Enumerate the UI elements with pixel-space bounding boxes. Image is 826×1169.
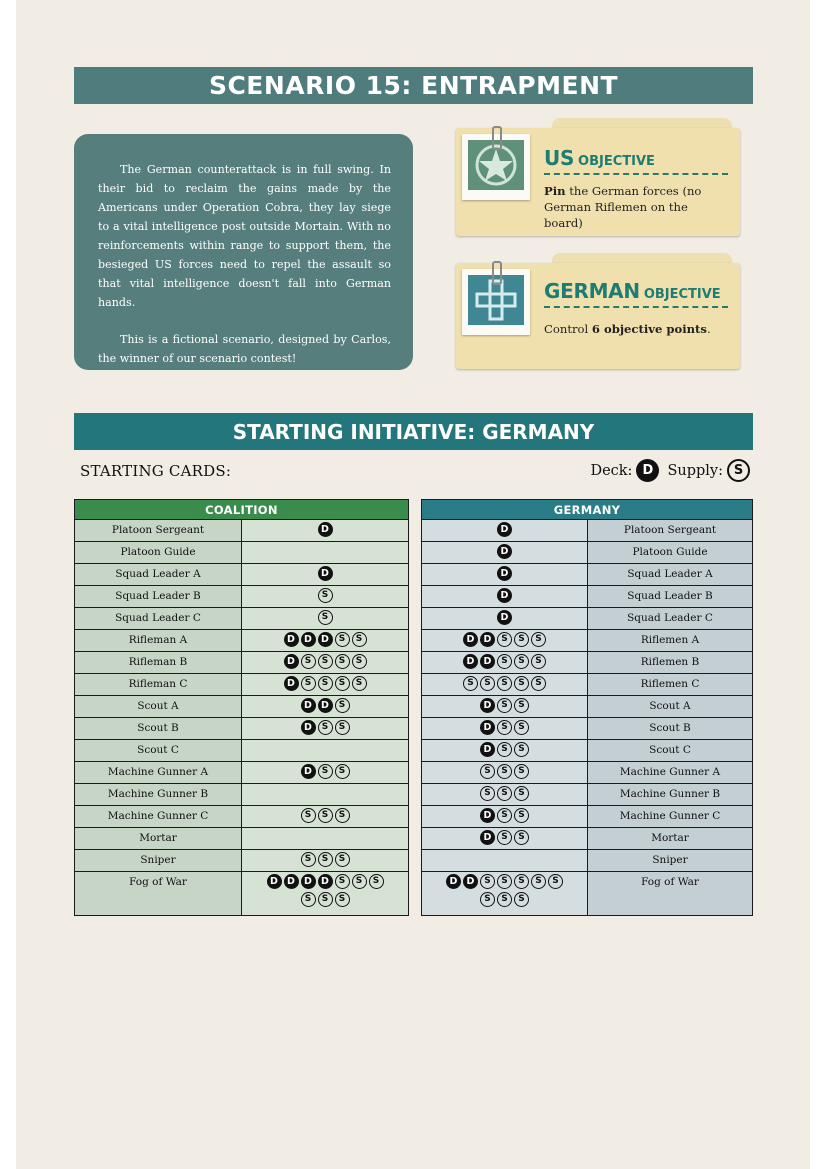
supply-token-icon: S — [318, 852, 333, 867]
supply-token-icon: S — [497, 632, 512, 647]
table-row — [75, 740, 409, 762]
table-row — [75, 542, 409, 564]
token-line — [422, 566, 587, 581]
token-line — [242, 632, 408, 647]
supply-token-icon: S — [531, 676, 546, 691]
table-row — [75, 806, 409, 828]
token-stack — [242, 740, 408, 742]
coalition-unit-name: Platoon Guide — [75, 542, 242, 564]
coalition-unit-name: Machine Gunner B — [75, 784, 242, 806]
supply-token-icon: S — [480, 786, 495, 801]
coalition-unit-name: Sniper — [75, 850, 242, 872]
table-row — [422, 586, 753, 608]
coalition-unit-cards — [242, 586, 409, 608]
token-line — [422, 632, 587, 647]
supply-token-icon: S — [318, 808, 333, 823]
supply-token-icon: S — [514, 808, 529, 823]
deck-token-icon: D — [480, 632, 495, 647]
germany-unit-name: Riflemen B — [588, 652, 753, 674]
supply-token-icon: S — [531, 654, 546, 669]
deck-token-icon: D — [636, 459, 659, 482]
supply-token-icon: S — [301, 654, 316, 669]
deck-token-icon: D — [463, 654, 478, 669]
supply-token-icon: S — [531, 632, 546, 647]
germany-header: GERMANY — [422, 500, 753, 520]
us-objective-heading-big: US — [544, 146, 575, 170]
germany-unit-cards — [422, 872, 588, 916]
german-objective-text — [544, 321, 730, 337]
deck-token-icon: D — [480, 742, 495, 757]
paperclip-icon — [492, 261, 502, 285]
germany-unit-cards — [422, 696, 588, 718]
table-row — [422, 762, 753, 784]
table-row — [422, 740, 753, 762]
supply-token-icon: S — [727, 459, 750, 482]
coalition-unit-name: Squad Leader B — [75, 586, 242, 608]
token-stack — [422, 828, 587, 845]
supply-token-icon: S — [514, 698, 529, 713]
germany-unit-cards — [422, 806, 588, 828]
supply-token-icon: S — [335, 764, 350, 779]
supply-token-icon: S — [514, 874, 529, 889]
token-line — [422, 808, 587, 823]
coalition-unit-name: Scout A — [75, 696, 242, 718]
token-stack — [242, 872, 408, 907]
token-stack — [242, 718, 408, 735]
supply-token-icon: S — [352, 654, 367, 669]
coalition-unit-cards — [242, 608, 409, 630]
coalition-unit-cards — [242, 740, 409, 762]
coalition-unit-name: Rifleman C — [75, 674, 242, 696]
table-row — [75, 608, 409, 630]
coalition-unit-cards — [242, 564, 409, 586]
coalition-unit-name: Scout C — [75, 740, 242, 762]
coalition-unit-cards — [242, 696, 409, 718]
supply-token-icon: S — [514, 892, 529, 907]
germany-unit-cards — [422, 630, 588, 652]
supply-token-icon: S — [514, 632, 529, 647]
token-stack — [242, 828, 408, 830]
table-row — [75, 564, 409, 586]
table-row — [422, 520, 753, 542]
table-row — [422, 630, 753, 652]
deck-token-icon: D — [318, 698, 333, 713]
deck-token-icon: D — [301, 720, 316, 735]
token-line — [422, 654, 587, 669]
token-stack — [422, 542, 587, 559]
table-row — [75, 674, 409, 696]
table-row — [422, 564, 753, 586]
table-row — [422, 828, 753, 850]
token-line — [422, 830, 587, 845]
germany-unit-cards — [422, 542, 588, 564]
supply-token-icon: S — [335, 720, 350, 735]
germany-unit-name: Scout B — [588, 718, 753, 740]
us-objective-card — [456, 128, 740, 236]
deck-token-icon: D — [480, 720, 495, 735]
supply-token-icon: S — [318, 654, 333, 669]
supply-token-icon: S — [352, 632, 367, 647]
supply-token-icon: S — [318, 720, 333, 735]
token-line — [422, 610, 587, 625]
token-line — [242, 698, 408, 713]
us-objective-text — [544, 183, 730, 231]
token-line — [242, 654, 408, 669]
coalition-unit-cards — [242, 542, 409, 564]
deck-token-icon: D — [318, 874, 333, 889]
token-line — [422, 588, 587, 603]
supply-token-icon: S — [335, 654, 350, 669]
us-star-emblem-photo — [462, 134, 530, 200]
deck-token-icon: D — [301, 874, 316, 889]
coalition-unit-cards — [242, 652, 409, 674]
table-row — [422, 718, 753, 740]
german-objective-text-bold: 6 objective points — [591, 322, 707, 336]
table-row — [422, 696, 753, 718]
germany-unit-name: Fog of War — [588, 872, 753, 916]
deck-token-icon: D — [497, 610, 512, 625]
token-line — [242, 852, 408, 867]
germany-unit-name: Machine Gunner C — [588, 806, 753, 828]
germany-unit-name: Squad Leader C — [588, 608, 753, 630]
token-stack — [242, 674, 408, 691]
token-stack — [422, 718, 587, 735]
token-line — [242, 808, 408, 823]
supply-token-icon: S — [335, 874, 350, 889]
germany-unit-cards — [422, 762, 588, 784]
supply-token-icon: S — [514, 742, 529, 757]
paperclip-icon — [492, 126, 502, 150]
scenario-title: SCENARIO 15: ENTRAPMENT — [74, 67, 753, 104]
deck-token-icon: D — [497, 522, 512, 537]
coalition-unit-cards — [242, 784, 409, 806]
deck-token-icon: D — [463, 632, 478, 647]
germany-unit-name: Squad Leader B — [588, 586, 753, 608]
germany-unit-cards — [422, 608, 588, 630]
table-row — [422, 542, 753, 564]
germany-unit-cards — [422, 828, 588, 850]
supply-token-icon: S — [335, 808, 350, 823]
supply-token-icon: S — [463, 676, 478, 691]
coalition-unit-cards — [242, 872, 409, 916]
german-objective-text-post: . — [706, 322, 711, 336]
token-line — [422, 698, 587, 713]
table-row — [422, 850, 753, 872]
germany-unit-cards — [422, 674, 588, 696]
coalition-unit-name: Fog of War — [75, 872, 242, 916]
deck-token-icon: D — [497, 588, 512, 603]
table-row — [75, 520, 409, 542]
deck-token-icon: D — [284, 874, 299, 889]
token-stack — [242, 630, 408, 647]
supply-token-icon: S — [369, 874, 384, 889]
supply-token-icon: S — [301, 808, 316, 823]
deck-token-icon: D — [301, 764, 316, 779]
token-stack — [242, 784, 408, 786]
token-line — [242, 588, 408, 603]
supply-token-icon: S — [497, 698, 512, 713]
us-objective-text-rest: the German forces (no German Riflemen on the board) — [544, 184, 702, 230]
token-line — [242, 764, 408, 779]
token-stack — [422, 850, 587, 852]
table-row — [422, 674, 753, 696]
supply-token-icon: S — [480, 892, 495, 907]
coalition-unit-name: Platoon Sergeant — [75, 520, 242, 542]
token-line — [242, 522, 408, 537]
german-objective-heading-big: GERMAN — [544, 279, 640, 303]
token-line — [242, 566, 408, 581]
supply-token-icon: S — [335, 852, 350, 867]
deck-token-icon: D — [497, 544, 512, 559]
supply-token-icon: S — [531, 874, 546, 889]
table-row — [75, 850, 409, 872]
germany-unit-cards — [422, 564, 588, 586]
germany-unit-cards — [422, 520, 588, 542]
supply-token-icon: S — [548, 874, 563, 889]
deck-token-icon: D — [446, 874, 461, 889]
coalition-unit-name: Squad Leader A — [75, 564, 242, 586]
supply-token-icon: S — [514, 764, 529, 779]
germany-unit-name: Riflemen A — [588, 630, 753, 652]
germany-unit-name: Sniper — [588, 850, 753, 872]
supply-token-icon: S — [301, 892, 316, 907]
us-objective-text-bold: Pin — [544, 184, 566, 198]
germany-cards-table — [421, 499, 753, 916]
coalition-cards-table — [74, 499, 409, 916]
supply-token-icon: S — [301, 852, 316, 867]
token-line — [422, 786, 587, 801]
table-row — [75, 696, 409, 718]
deck-label: Deck: — [590, 462, 633, 479]
supply-token-icon: S — [497, 892, 512, 907]
supply-token-icon: S — [497, 830, 512, 845]
token-line — [422, 720, 587, 735]
supply-token-icon: S — [497, 654, 512, 669]
deck-token-icon: D — [480, 698, 495, 713]
token-stack — [422, 630, 587, 647]
token-stack — [242, 652, 408, 669]
us-objective-heading — [544, 146, 728, 175]
supply-token-icon: S — [335, 698, 350, 713]
token-stack — [422, 762, 587, 779]
table-row — [75, 828, 409, 850]
token-line — [422, 544, 587, 559]
supply-token-icon: S — [480, 874, 495, 889]
coalition-unit-name: Rifleman B — [75, 652, 242, 674]
coalition-unit-cards — [242, 520, 409, 542]
supply-token-icon: S — [335, 632, 350, 647]
table-row — [75, 784, 409, 806]
coalition-unit-cards — [242, 630, 409, 652]
german-objective-text-pre: Control — [544, 322, 592, 336]
token-line — [242, 720, 408, 735]
deck-token-icon: D — [301, 632, 316, 647]
supply-token-icon: S — [514, 720, 529, 735]
deck-token-icon: D — [480, 654, 495, 669]
token-stack — [422, 652, 587, 669]
germany-unit-cards — [422, 784, 588, 806]
germany-unit-name: Riflemen C — [588, 674, 753, 696]
supply-token-icon: S — [480, 764, 495, 779]
supply-token-icon: S — [497, 808, 512, 823]
token-stack — [422, 696, 587, 713]
deck-token-icon: D — [301, 698, 316, 713]
supply-token-icon: S — [497, 764, 512, 779]
german-objective-heading — [544, 279, 728, 308]
supply-token-icon: S — [497, 720, 512, 735]
table-row — [422, 784, 753, 806]
token-stack — [242, 520, 408, 537]
coalition-unit-cards — [242, 718, 409, 740]
token-stack — [422, 784, 587, 801]
supply-token-icon: S — [514, 830, 529, 845]
us-objective-heading-small: OBJECTIVE — [578, 154, 655, 169]
starting-initiative-banner: STARTING INITIATIVE: GERMANY — [74, 413, 753, 450]
table-row — [75, 762, 409, 784]
token-line — [422, 742, 587, 757]
coalition-header: COALITION — [75, 500, 409, 520]
coalition-unit-name: Machine Gunner A — [75, 762, 242, 784]
token-line — [422, 522, 587, 537]
supply-token-icon: S — [318, 764, 333, 779]
germany-unit-name: Squad Leader A — [588, 564, 753, 586]
token-stack — [422, 674, 587, 691]
supply-token-icon: S — [352, 676, 367, 691]
card-legend — [590, 459, 750, 482]
token-line — [242, 676, 408, 691]
table-row — [75, 718, 409, 740]
token-stack — [422, 586, 587, 603]
token-stack — [242, 806, 408, 823]
supply-token-icon: S — [352, 874, 367, 889]
germany-unit-cards — [422, 850, 588, 872]
token-line — [242, 610, 408, 625]
token-stack — [242, 542, 408, 544]
supply-token-icon: S — [318, 676, 333, 691]
deck-token-icon: D — [267, 874, 282, 889]
germany-unit-name: Machine Gunner B — [588, 784, 753, 806]
coalition-unit-cards — [242, 674, 409, 696]
coalition-unit-cards — [242, 828, 409, 850]
coalition-unit-cards — [242, 762, 409, 784]
supply-token-icon: S — [514, 676, 529, 691]
supply-token-icon: S — [318, 610, 333, 625]
intro-paragraph-1: The German counterattack is in full swing. In their bid to reclaim the gains made by the Americans under Operation Cobra, they lay siege to a vital intelligence post outside Mortain. With no reinforcements within range to support them, the besieged US forces need to repel the assault so that vital intelligence doesn't fall into German hands. — [98, 163, 391, 309]
supply-token-icon: S — [497, 676, 512, 691]
table-row — [422, 652, 753, 674]
supply-token-icon: S — [318, 588, 333, 603]
supply-token-icon: S — [497, 742, 512, 757]
supply-token-icon: S — [497, 874, 512, 889]
token-stack — [422, 564, 587, 581]
deck-token-icon: D — [463, 874, 478, 889]
coalition-unit-cards — [242, 806, 409, 828]
supply-token-icon: S — [318, 892, 333, 907]
coalition-unit-cards — [242, 850, 409, 872]
coalition-unit-name: Machine Gunner C — [75, 806, 242, 828]
coalition-unit-name: Mortar — [75, 828, 242, 850]
coalition-unit-name: Rifleman A — [75, 630, 242, 652]
germany-unit-cards — [422, 586, 588, 608]
token-stack — [242, 608, 408, 625]
token-stack — [242, 564, 408, 581]
intro-paragraph-2: This is a fictional scenario, designed by Carlos, the winner of our scenario contest! — [98, 333, 391, 365]
supply-token-icon: S — [335, 892, 350, 907]
token-stack — [422, 872, 587, 907]
supply-token-icon: S — [514, 654, 529, 669]
token-line — [422, 764, 587, 779]
supply-token-icon: S — [514, 786, 529, 801]
token-stack — [422, 740, 587, 757]
starting-cards-label: STARTING CARDS: — [80, 462, 232, 480]
token-line — [242, 874, 408, 889]
germany-unit-cards — [422, 718, 588, 740]
germany-unit-name: Scout C — [588, 740, 753, 762]
token-stack — [242, 586, 408, 603]
germany-unit-cards — [422, 740, 588, 762]
table-row — [422, 806, 753, 828]
germany-unit-name: Machine Gunner A — [588, 762, 753, 784]
scenario-intro-box — [74, 134, 413, 370]
deck-token-icon: D — [318, 632, 333, 647]
table-row — [75, 630, 409, 652]
table-row — [75, 586, 409, 608]
token-line — [422, 676, 587, 691]
supply-token-icon: S — [480, 676, 495, 691]
token-stack — [242, 762, 408, 779]
token-stack — [422, 520, 587, 537]
coalition-unit-name: Squad Leader C — [75, 608, 242, 630]
token-line — [422, 874, 587, 889]
germany-unit-name: Mortar — [588, 828, 753, 850]
token-stack — [422, 608, 587, 625]
deck-token-icon: D — [497, 566, 512, 581]
germany-unit-name: Platoon Guide — [588, 542, 753, 564]
german-cross-emblem-photo — [462, 269, 530, 335]
table-row — [422, 872, 753, 916]
supply-token-icon: S — [335, 676, 350, 691]
token-line — [422, 892, 587, 907]
german-objective-heading-small: OBJECTIVE — [643, 287, 721, 302]
token-line — [242, 892, 408, 907]
table-row — [75, 872, 409, 916]
germany-unit-name: Scout A — [588, 696, 753, 718]
germany-unit-name: Platoon Sergeant — [588, 520, 753, 542]
germany-unit-cards — [422, 652, 588, 674]
deck-token-icon: D — [284, 676, 299, 691]
coalition-unit-name: Scout B — [75, 718, 242, 740]
german-objective-card — [456, 263, 740, 369]
deck-token-icon: D — [480, 808, 495, 823]
deck-token-icon: D — [480, 830, 495, 845]
supply-token-icon: S — [301, 676, 316, 691]
deck-token-icon: D — [318, 522, 333, 537]
table-row — [75, 652, 409, 674]
table-row — [422, 608, 753, 630]
deck-token-icon: D — [318, 566, 333, 581]
token-stack — [242, 696, 408, 713]
supply-token-icon: S — [497, 786, 512, 801]
supply-label: Supply: — [667, 462, 723, 479]
deck-token-icon: D — [284, 632, 299, 647]
deck-token-icon: D — [284, 654, 299, 669]
token-stack — [242, 850, 408, 867]
token-stack — [422, 806, 587, 823]
